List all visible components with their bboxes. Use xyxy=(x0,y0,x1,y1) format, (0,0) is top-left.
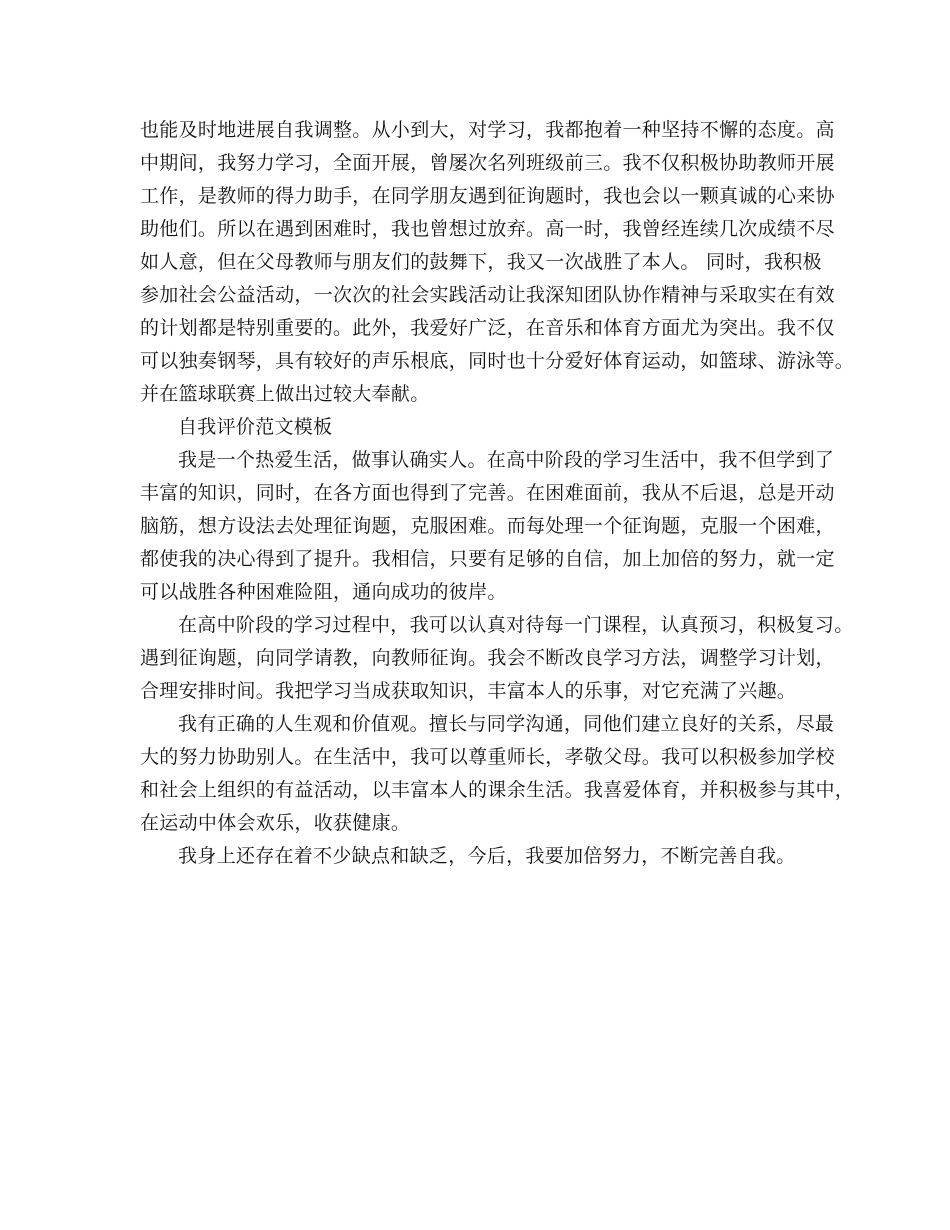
text-line: 如人意，但在父母教师与朋友们的鼓舞下，我又一次战胜了本人。 同时，我积极 xyxy=(140,251,822,273)
text-line: 参加社会公益活动，一次次的社会实践活动让我深知团队协作精神与采取实在有效 xyxy=(140,284,835,306)
text-line: 我身上还存在着不少缺点和缺乏，今后，我要加倍努力，不断完善自我。 xyxy=(178,845,796,867)
text-line: 可以独奏钢琴，具有较好的声乐根底，同时也十分爱好体育运动，如篮球、游泳等。 xyxy=(140,350,855,372)
text-line: 遇到征询题，向同学请教，向教师征询。我会不断改良学习方法，调整学习计划， xyxy=(140,647,835,669)
text-line: 在高中阶段的学习过程中，我可以认真对待每一门课程，认真预习，积极复习。 xyxy=(178,614,854,636)
text-line: 我有正确的人生观和价值观。擅长与同学沟通，同他们建立良好的关系，尽最 xyxy=(178,713,835,735)
text-line: 的计划都是特别重要的。此外，我爱好广泛，在音乐和体育方面尤为突出。我不仅 xyxy=(140,317,835,339)
text-line: 都使我的决心得到了提升。我相信，只要有足够的自信，加上加倍的努力，就一定 xyxy=(140,548,835,570)
text-line: 合理安排时间。我把学习当成获取知识，丰富本人的乐事，对它充满了兴趣。 xyxy=(140,680,797,702)
text-line: 中期间，我努力学习，全面开展，曾屡次名列班级前三。我不仅积极协助教师开展 xyxy=(140,152,835,174)
text-line: 也能及时地进展自我调整。从小到大，对学习，我都抱着一种坚持不懈的态度。高 xyxy=(140,119,835,141)
text-line: 我是一个热爱生活，做事认确实人。在高中阶段的学习生活中，我不但学到了 xyxy=(178,449,835,471)
text-line: 工作，是教师的得力助手，在同学朋友遇到征询题时，我也会以一颗真诚的心来协 xyxy=(140,185,835,207)
text-line: 并在篮球联赛上做出过较大奉献。 xyxy=(140,383,430,405)
text-line: 助他们。所以在遇到困难时，我也曾想过放弃。高一时，我曾经连续几次成绩不尽 xyxy=(140,218,835,240)
text-line: 在运动中体会欢乐，收获健康。 xyxy=(140,812,411,834)
text-line: 大的努力协助别人。在生活中，我可以尊重师长，孝敬父母。我可以积极参加学校 xyxy=(140,746,835,768)
text-line: 可以战胜各种困难险阻，通向成功的彼岸。 xyxy=(140,581,507,603)
text-line: 脑筋，想方设法去处理征询题，克服困难。而每处理一个征询题，克服一个困难， xyxy=(140,515,835,537)
section-heading: 自我评价范文模板 xyxy=(178,416,333,438)
text-line: 丰富的知识，同时，在各方面也得到了完善。在困难面前，我从不后退，总是开动 xyxy=(140,482,835,504)
text-line: 和社会上组织的有益活动，以丰富本人的课余生活。我喜爱体育，并积极参与其中， xyxy=(140,779,855,801)
